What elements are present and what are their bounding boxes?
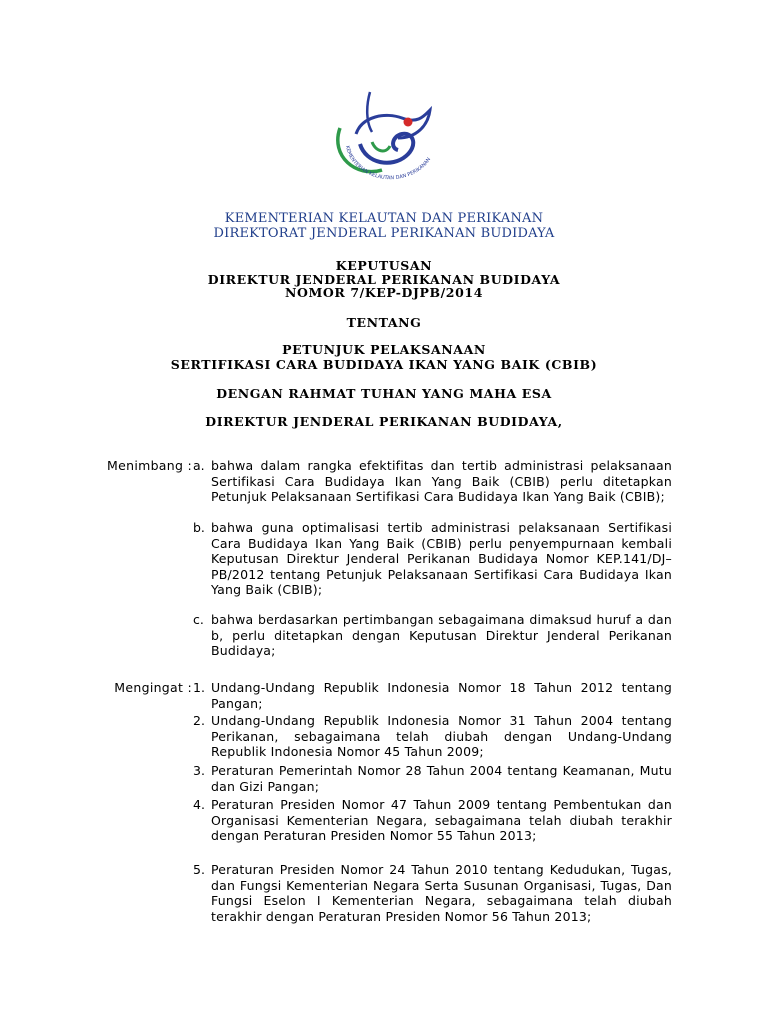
directorate-name: DIREKTORAT JENDERAL PERIKANAN BUDIDAYA — [213, 226, 555, 241]
item-marker: a. — [193, 458, 205, 473]
item-text: Undang-Undang Republik Indonesia Nomor 18 Tahun 2012 tentang Pangan; — [211, 680, 672, 711]
director-line: DIREKTUR JENDERAL PERIKANAN BUDIDAYA, — [205, 414, 563, 429]
decree-title — [0, 259, 768, 300]
item-marker: 4. — [193, 797, 205, 812]
item-marker: b. — [193, 520, 205, 535]
ministry-name: KEMENTERIAN KELAUTAN DAN PERIKANAN — [224, 211, 544, 226]
item-marker: 2. — [193, 713, 205, 728]
item-text: bahwa dalam rangka efektifitas dan tertib administrasi pelaksanaan Sertifikasi Cara Budidaya Ikan Yang Baik (CBIB) perlu ditetapkan Petunjuk Pelaksanaan Sertifikasi Cara Budidaya Ikan Yang Baik (CBIB); — [211, 458, 672, 504]
tentang-heading: TENTANG — [346, 315, 422, 330]
mengingat-label: Mengingat : — [114, 680, 192, 695]
item-text: Peraturan Pemerintah Nomor 28 Tahun 2004 tentang Keamanan, Mutu dan Gizi Pangan; — [211, 763, 672, 794]
decree-line-1: KEPUTUSAN — [335, 258, 433, 273]
decree-number: NOMOR 7/KEP-DJPB/2014 — [284, 285, 483, 300]
item-text: bahwa berdasarkan pertimbangan sebagaimana dimaksud huruf a dan b, perlu ditetapkan dengan Keputusan Direktur Jenderal Perikanan Budidaya; — [211, 612, 672, 658]
menimbang-label: Menimbang : — [107, 458, 192, 473]
item-marker: 5. — [193, 862, 205, 877]
item-text: Peraturan Presiden Nomor 24 Tahun 2010 tentang Kedudukan, Tugas, dan Fungsi Kementerian Negara Serta Susunan Organisasi, Tugas, Dan Fungsi Eselon I Kementerian Negara, sebagaimana telah diubah terakhir dengan Peraturan Presiden Nomor 56 Tahun 2013; — [211, 862, 672, 924]
rahmat-line: DENGAN RAHMAT TUHAN YANG MAHA ESA — [216, 386, 552, 401]
kkp-logo-icon — [326, 86, 446, 186]
subject-line-2: SERTIFIKASI CARA BUDIDAYA IKAN YANG BAIK (CBIB) — [170, 356, 598, 372]
decree-line-2: DIREKTUR JENDERAL PERIKANAN BUDIDAYA — [207, 271, 561, 287]
decree-subject — [0, 343, 768, 372]
institution-header — [0, 211, 768, 241]
item-text: Peraturan Presiden Nomor 47 Tahun 2009 tentang Pembentukan dan Organisasi Kementerian Negara, sebagaimana telah diubah terakhir dengan Peraturan Presiden Nomor 55 Tahun 2013; — [211, 797, 672, 843]
item-text: Undang-Undang Republik Indonesia Nomor 31 Tahun 2004 tentang Perikanan, sebagaimana telah diubah dengan Undang-Undang Republik Indonesia Nomor 45 Tahun 2009; — [211, 713, 672, 759]
logo-ring-text: KEMENTERIAN KELAUTAN DAN PERIKANAN — [343, 145, 433, 182]
item-marker: 1. — [193, 680, 205, 695]
item-text: bahwa guna optimalisasi tertib administrasi pelaksanaan Sertifikasi Cara Budidaya Ikan Yang Baik (CBIB) perlu penyempurnaan kembali Keputusan Direktur Jenderal Perikanan Budidaya Nomor KEP.141/DJ–PB/2012 tentang Petunjuk Pelaksanaan Sertifikasi Cara Budidaya Ikan Yang Baik (CBIB); — [211, 520, 672, 597]
item-marker: c. — [193, 612, 204, 627]
subject-line-1: PETUNJUK PELAKSANAAN — [282, 342, 486, 357]
item-marker: 3. — [193, 763, 205, 778]
